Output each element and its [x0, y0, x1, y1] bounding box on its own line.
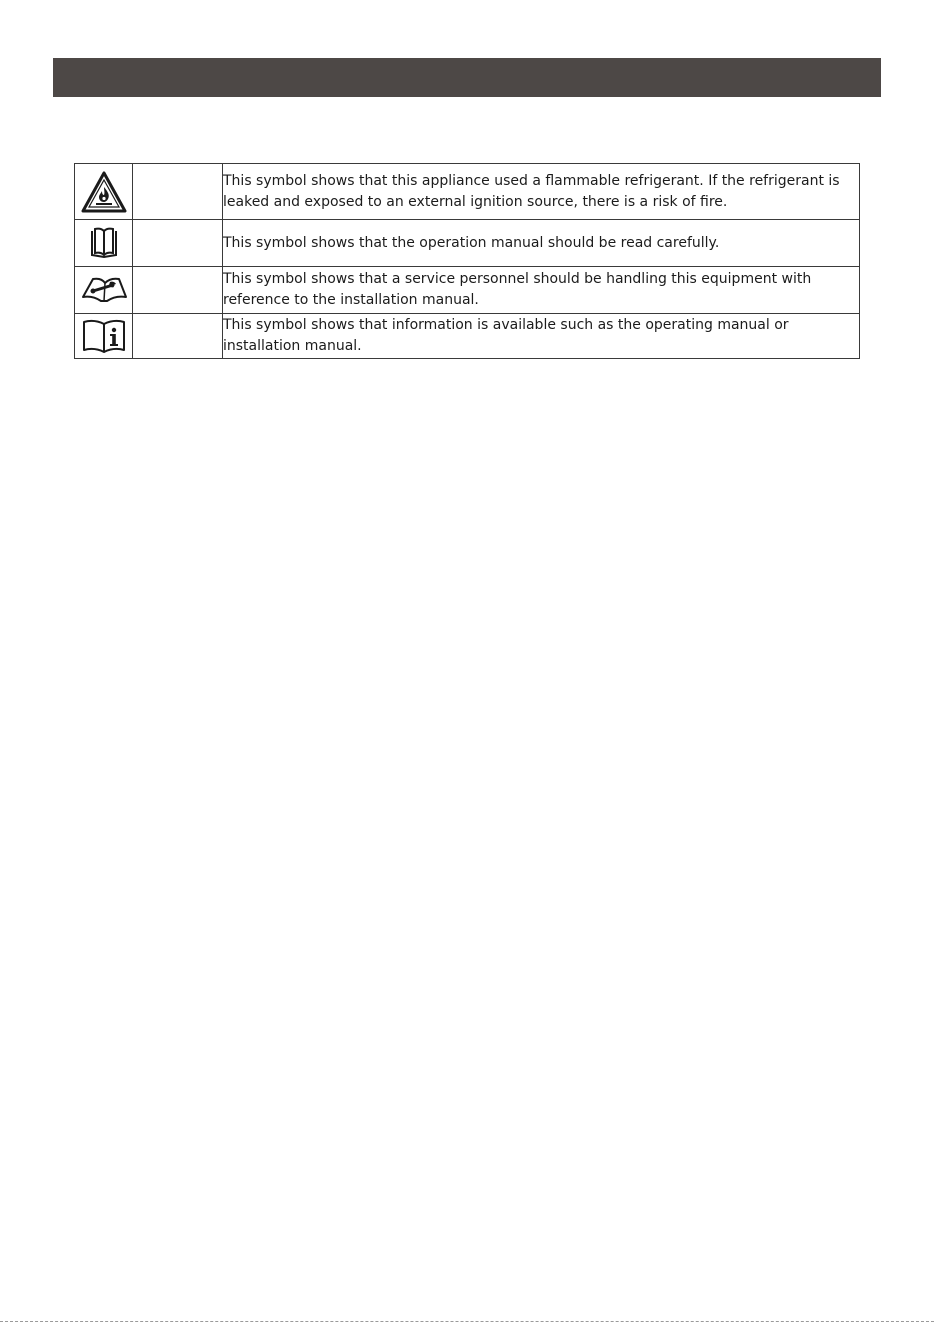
- symbol-description: This symbol shows that the operation manual should be read carefully.: [223, 220, 860, 267]
- operation-manual-icon: [75, 225, 132, 261]
- symbol-description: This symbol shows that information is available such as the operating manual or installation manual.: [223, 314, 860, 359]
- table-row: [75, 267, 860, 314]
- table-row: [75, 314, 860, 359]
- symbol-table: [74, 163, 860, 359]
- service-manual-icon: [75, 275, 132, 305]
- icon-cell: [75, 164, 133, 220]
- table-row: [75, 220, 860, 267]
- blank-cell: [133, 164, 223, 220]
- flammable-warning-icon: [75, 170, 132, 214]
- icon-cell: [75, 314, 133, 359]
- icon-cell: [75, 267, 133, 314]
- page-bottom-rule: [0, 1321, 934, 1322]
- blank-cell: [133, 314, 223, 359]
- section-header-bar: [53, 58, 881, 97]
- information-manual-icon: [75, 318, 132, 354]
- symbol-description: This symbol shows that a service personnel should be handling this equipment with reference to the installation manual.: [223, 267, 860, 314]
- blank-cell: [133, 220, 223, 267]
- icon-cell: [75, 220, 133, 267]
- symbol-description: This symbol shows that this appliance used a flammable refrigerant. If the refrigerant is leaked and exposed to an external ignition source, there is a risk of fire.: [223, 164, 860, 220]
- table-row: [75, 164, 860, 220]
- blank-cell: [133, 267, 223, 314]
